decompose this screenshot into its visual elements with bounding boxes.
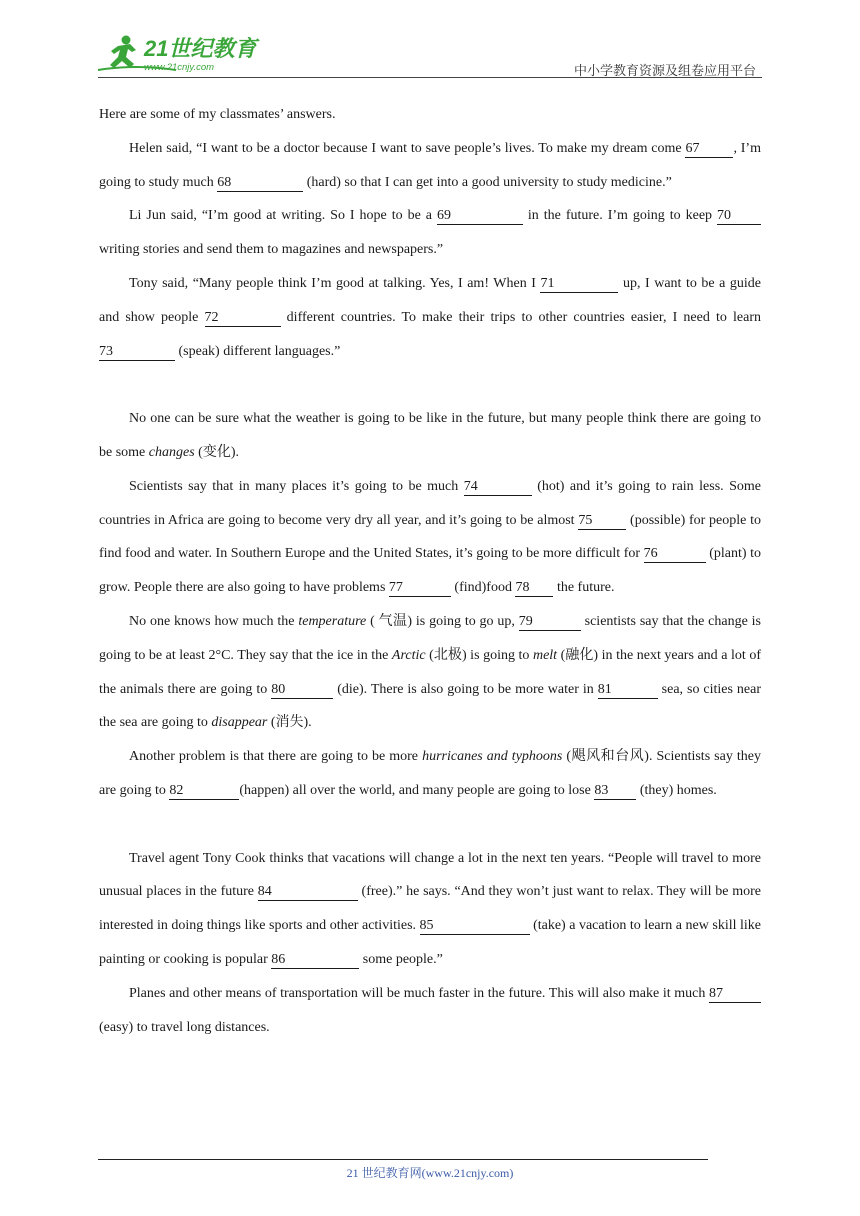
logo (96, 30, 266, 78)
logo-url: www.21cnjy.com (144, 62, 215, 73)
site-tagline: 中小学教育资源及组卷应用平台 (573, 63, 756, 78)
blank-80: 80 (271, 681, 333, 699)
blank-84: 84 (258, 883, 358, 901)
logo-title: 21世纪教育 (144, 36, 257, 61)
passage1-intro: Here are some of my classmates’ answers. (99, 107, 336, 122)
lijun-paragraph: Li Jun said, “I’m good at writing. So I hope to be a 69 in the future. I’m going to keep 70 writing stories and send them to magazines and newspapers.” (99, 199, 761, 267)
blank-75: 75 (578, 512, 626, 530)
travel-paragraph-2: Planes and other means of transportation will be much faster in the future. This will also make it much 87 (easy) to travel long distances. (99, 977, 761, 1045)
footer-text: 21 世纪教育网(www.21cnjy.com) (346, 1166, 514, 1180)
blank-70: 70 (717, 207, 761, 225)
header-divider (98, 77, 762, 78)
blank-73: 73 (99, 343, 175, 361)
blank-74: 74 (464, 478, 532, 496)
blank-76: 76 (644, 545, 706, 563)
blank-67: 67 (685, 140, 733, 158)
travel-paragraph-1: Travel agent Tony Cook thinks that vacations will change a lot in the next ten years. “People will travel to more unusual places in the future 84 (free).” he says. “And they won’t just want to relax. They will be more interested in doing things like sports and other activities. 85 (take) a vacation to learn a new skill like painting or cooking is popular 86 some people.” (99, 850, 761, 967)
blank-87: 87 (709, 985, 761, 1003)
helen-paragraph: Helen said, “I want to be a doctor because I want to save people’s lives. To make my dream come 67 , I’m going to study much 68 (hard) so that I can get into a good university to study medicine.” (99, 140, 761, 190)
blank-81: 81 (598, 681, 658, 699)
section-gap (99, 808, 761, 842)
blank-85: 85 (420, 917, 530, 935)
footer-divider (98, 1159, 708, 1160)
tony-paragraph: Tony said, “Many people think I’m good at talking. Yes, I am! When I 71 up, I want to be a guide and show people 72 different countries. To make their trips to other countries easier, I need to learn 73 (speak) different languages.” (99, 275, 761, 359)
blank-86: 86 (271, 951, 359, 969)
blank-71: 71 (540, 275, 618, 293)
weather-paragraph-4: Another problem is that there are going to be more hurricanes and typhoons (飓风和台风). Scientists say they are going to 82 (happen) all over the world, and many people are going to lose 83 (they) homes. (99, 749, 761, 798)
blank-82: 82 (169, 782, 239, 800)
page-header (0, 0, 860, 80)
exercise-content (99, 98, 761, 1044)
weather-paragraph-3: No one knows how much the temperature ( 气温) is going to go up, 79 scientists say that the change is going to be at least 2°C. They say that the ice in the Arctic (北极) is going to melt (融化) in the next years and a lot of the animals there are going to 80 (die). There is also going to be more water in 81 sea, so cities near the sea are going to disappear (消失). (99, 613, 761, 731)
blank-83: 83 (594, 782, 636, 800)
blank-79: 79 (519, 613, 581, 631)
blank-69: 69 (437, 207, 523, 225)
section-gap (99, 368, 761, 402)
weather-paragraph-1: No one can be sure what the weather is going to be like in the future, but many people think there are going to be some changes (变化). (99, 411, 761, 460)
blank-77: 77 (389, 579, 451, 597)
weather-paragraph-2: Scientists say that in many places it’s going to be much 74 (hot) and it’s going to rain less. Some countries in Africa are going to become very dry all year, and it’s going to be almost 75 (possible) for people to find food and water. In Southern Europe and the United States, it’s going to be more difficult for 76 (plant) to grow. People there are also going to have problems 77 (find)food 78 the future. (99, 478, 762, 596)
blank-78: 78 (515, 579, 553, 597)
blank-72: 72 (205, 309, 281, 327)
blank-68: 68 (217, 174, 303, 192)
